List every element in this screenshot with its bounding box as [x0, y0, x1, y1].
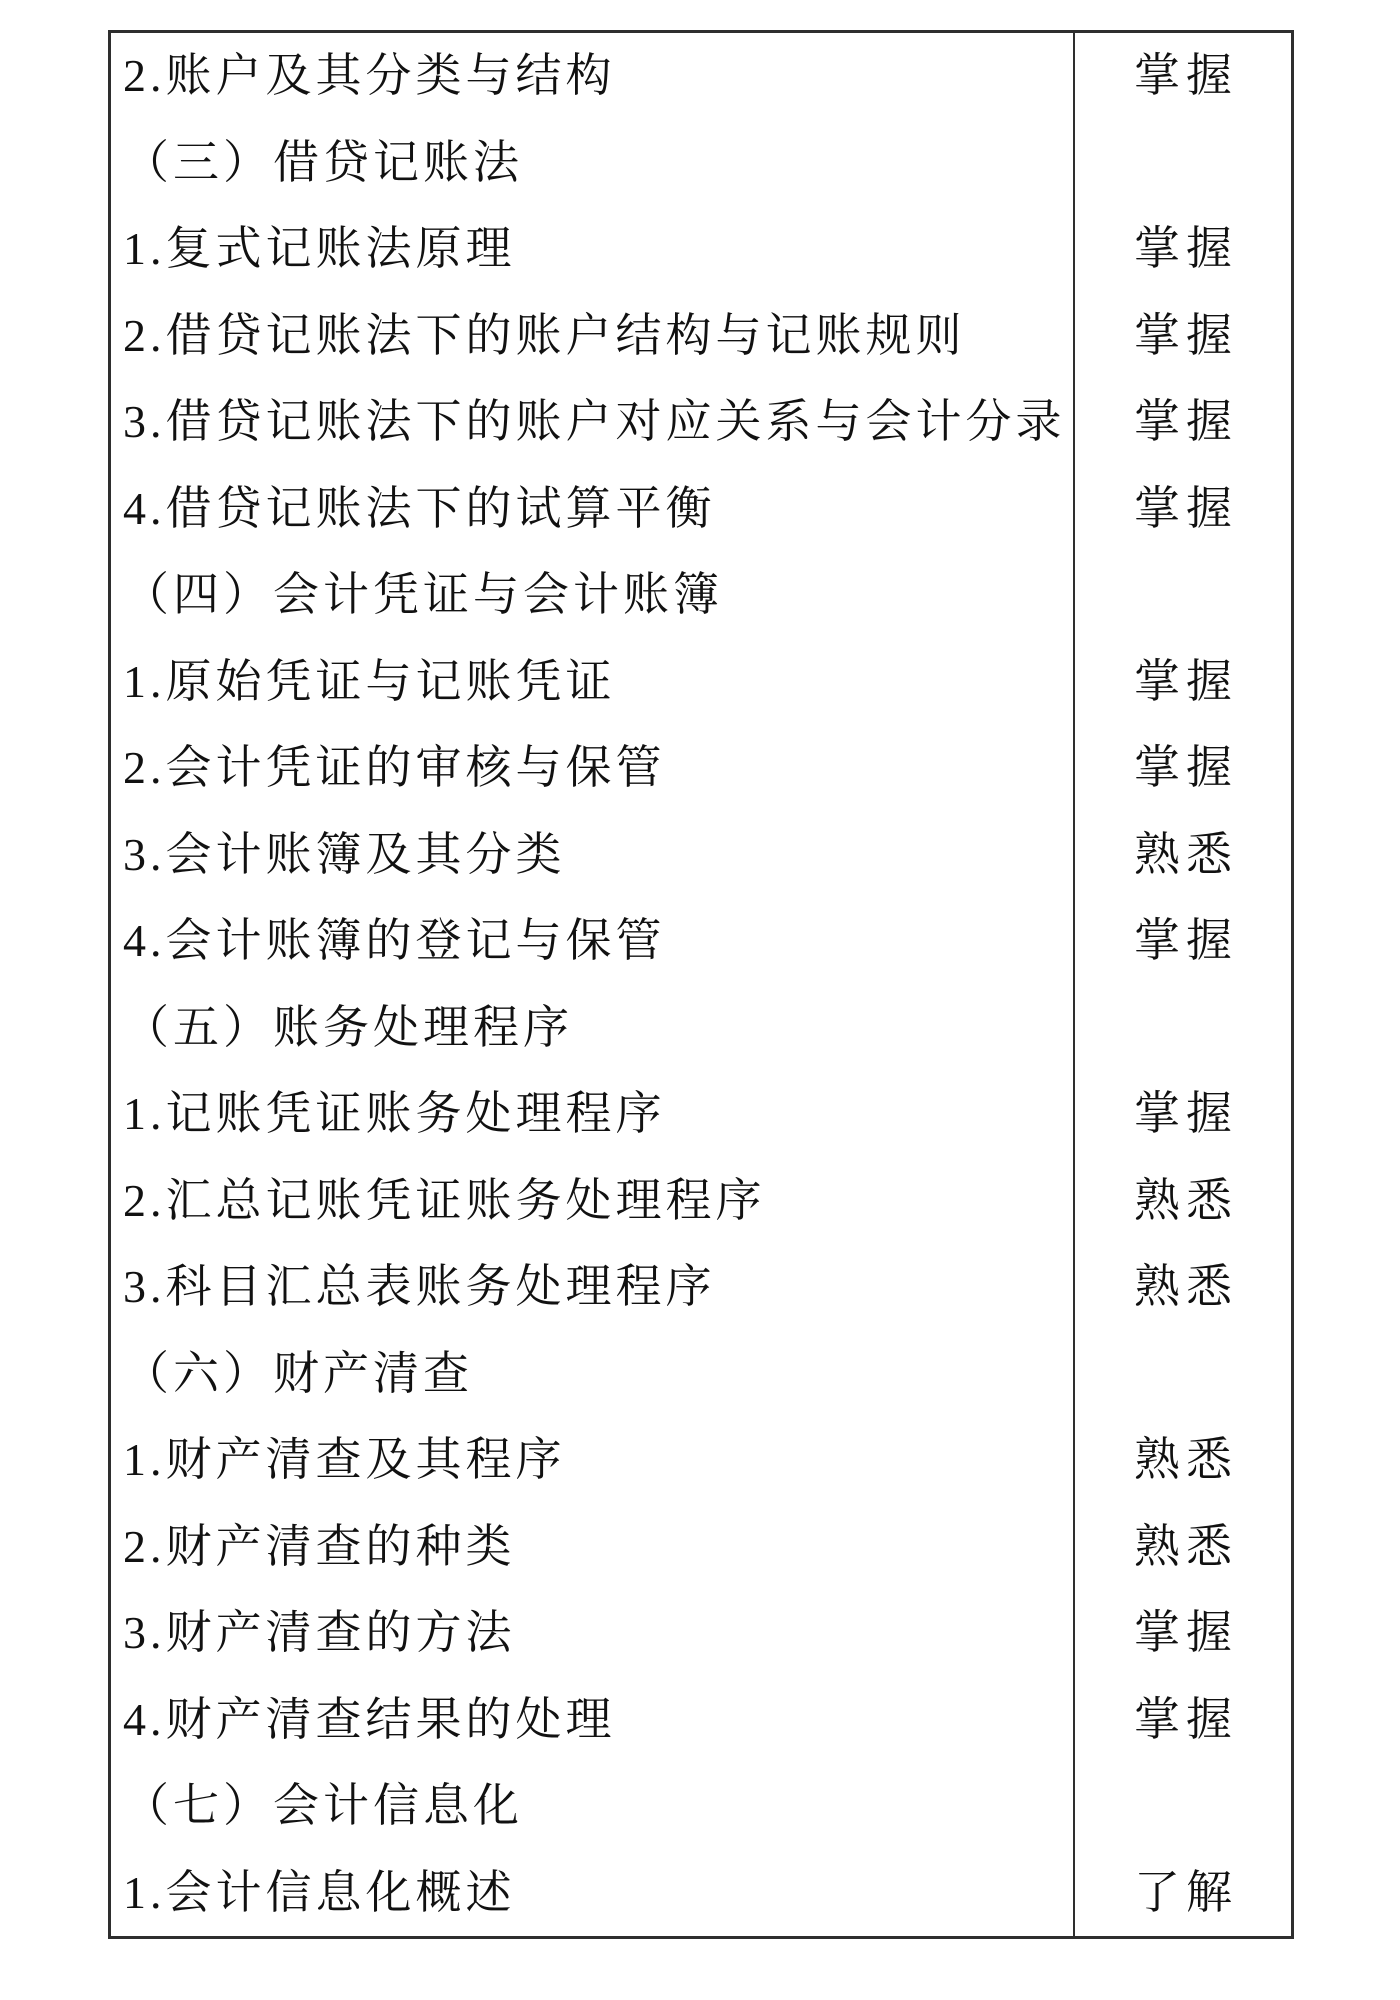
- level-cell: 掌握: [1134, 1607, 1238, 1659]
- level-cell: [1075, 552, 1291, 639]
- topic-cell: 2.会计凭证的审核与保管: [111, 725, 1075, 812]
- topic-cell: 2.汇总记账凭证账务处理程序: [111, 1158, 1075, 1245]
- topic-cell: 3.科目汇总表账务处理程序: [111, 1244, 1075, 1331]
- level-cell: 了解: [1134, 1866, 1238, 1918]
- topic-cell: 2.借贷记账法下的账户结构与记账规则: [111, 293, 1075, 380]
- topic-cell: 1.记账凭证账务处理程序: [111, 1071, 1075, 1158]
- level-cell: 掌握: [1134, 742, 1238, 794]
- level-cell: 掌握: [1134, 482, 1238, 534]
- section-heading-cell: （六）财产清查: [111, 1331, 1075, 1418]
- level-cell: 熟悉: [1134, 828, 1238, 880]
- level-cell: 掌握: [1134, 1088, 1238, 1140]
- topic-cell: 3.会计账簿及其分类: [111, 812, 1075, 899]
- topic-cell: 1.会计信息化概述: [111, 1850, 1075, 1937]
- level-cell: 掌握: [1134, 50, 1238, 102]
- topic-cell: 2.账户及其分类与结构: [111, 33, 1075, 120]
- level-cell: [1075, 1331, 1291, 1418]
- topic-cell: 1.财产清查及其程序: [111, 1417, 1075, 1504]
- section-heading-cell: （三）借贷记账法: [111, 120, 1075, 207]
- level-cell: [1075, 120, 1291, 207]
- level-cell: 掌握: [1134, 396, 1238, 448]
- topic-cell: 2.财产清查的种类: [111, 1504, 1075, 1591]
- topic-cell: 4.财产清查结果的处理: [111, 1677, 1075, 1764]
- level-cell: 熟悉: [1134, 1261, 1238, 1313]
- level-cell: 熟悉: [1134, 1520, 1238, 1572]
- level-cell: 掌握: [1134, 309, 1238, 361]
- level-cell: 熟悉: [1134, 1174, 1238, 1226]
- level-cell: 掌握: [1134, 1693, 1238, 1745]
- topic-cell: 1.原始凭证与记账凭证: [111, 639, 1075, 726]
- section-heading-cell: （七）会计信息化: [111, 1763, 1075, 1850]
- topic-cell: 1.复式记账法原理: [111, 206, 1075, 293]
- section-heading-cell: （五）账务处理程序: [111, 985, 1075, 1072]
- section-heading-cell: （四）会计凭证与会计账簿: [111, 552, 1075, 639]
- topic-cell: 4.借贷记账法下的试算平衡: [111, 466, 1075, 553]
- level-cell: [1075, 985, 1291, 1072]
- level-cell: 掌握: [1134, 655, 1238, 707]
- level-cell: [1075, 1763, 1291, 1850]
- requirements-table: [108, 30, 1294, 1939]
- level-cell: 掌握: [1134, 915, 1238, 967]
- level-cell: 掌握: [1134, 223, 1238, 275]
- topic-cell: 3.借贷记账法下的账户对应关系与会计分录: [111, 379, 1075, 466]
- topic-cell: 4.会计账簿的登记与保管: [111, 898, 1075, 985]
- level-cell: 熟悉: [1134, 1434, 1238, 1486]
- topic-cell: 3.财产清查的方法: [111, 1590, 1075, 1677]
